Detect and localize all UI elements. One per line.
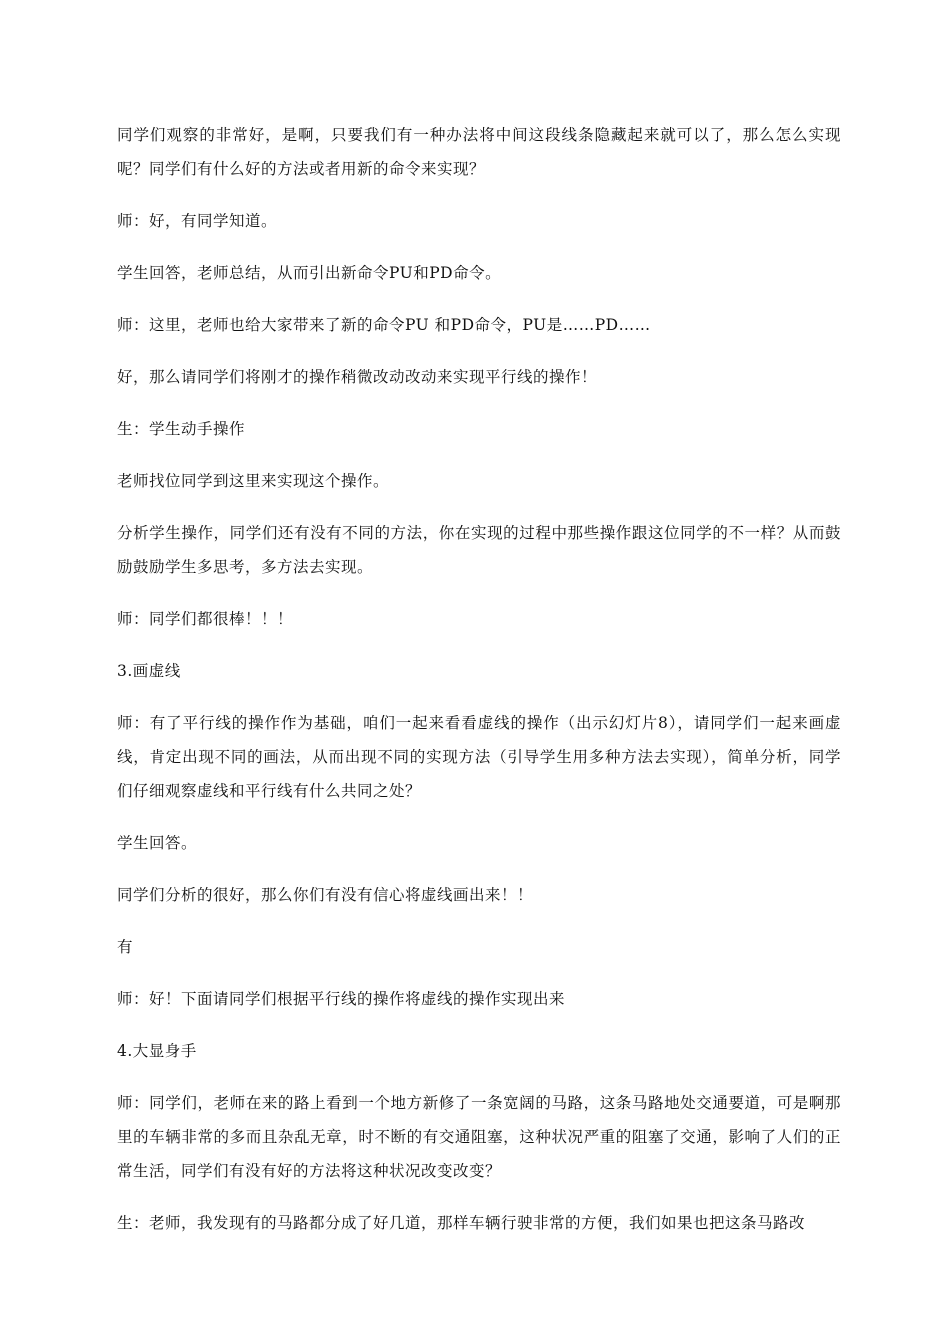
section-heading: 3.画虚线: [117, 662, 181, 680]
paragraph: 师：好！下面请同学们根据平行线的操作将虚线的操作实现出来: [117, 990, 566, 1008]
paragraph: 生：老师，我发现有的马路都分成了好几道，那样车辆行驶非常的方便，我们如果也把这条马路改: [117, 1214, 806, 1232]
paragraph: 分析学生操作，同学们还有没有不同的方法，你在实现的过程中那些操作跟这位同学的不一样？从而鼓励鼓励学生多思考，多方法去实现。: [117, 524, 841, 576]
paragraph: 师：同学们，老师在来的路上看到一个地方新修了一条宽阔的马路，这条马路地处交通要道，可是啊那里的车辆非常的多而且杂乱无章，时不断的有交通阻塞，这种状况严重的阻塞了交通，影响了人们的正常生活，同学们有没有好的方法将这种状况改变改变？: [117, 1094, 841, 1180]
paragraph: 师：有了平行线的操作作为基础，咱们一起来看看虚线的操作（出示幻灯片8），请同学们一起来画虚线，肯定出现不同的画法，从而出现不同的实现方法（引导学生用多种方法去实现），简单分析，同学们仔细观察虚线和平行线有什么共同之处？: [117, 714, 841, 800]
section-heading: 4.大显身手: [117, 1042, 197, 1060]
paragraph: 师：好，有同学知道。: [117, 212, 278, 230]
paragraph: 同学们观察的非常好，是啊，只要我们有一种办法将中间这段线条隐藏起来就可以了，那么怎么实现呢？同学们有什么好的方法或者用新的命令来实现？: [117, 126, 841, 178]
document-body: [117, 118, 841, 1258]
paragraph: 学生回答，老师总结，从而引出新命令PU和PD命令。: [117, 264, 502, 282]
paragraph: 同学们分析的很好，那么你们有没有信心将虚线画出来！！: [117, 886, 534, 904]
paragraph: 老师找位同学到这里来实现这个操作。: [117, 472, 390, 490]
paragraph: 师：同学们都很棒！！！: [117, 610, 294, 628]
paragraph: 生：学生动手操作: [117, 420, 246, 438]
paragraph: 好，那么请同学们将刚才的操作稍微改动改动来实现平行线的操作！: [117, 368, 598, 386]
paragraph: 学生回答。: [117, 834, 198, 852]
paragraph: 有: [117, 938, 134, 956]
paragraph: 师：这里，老师也给大家带来了新的命令PU 和PD命令，PU是……PD……: [117, 316, 651, 334]
